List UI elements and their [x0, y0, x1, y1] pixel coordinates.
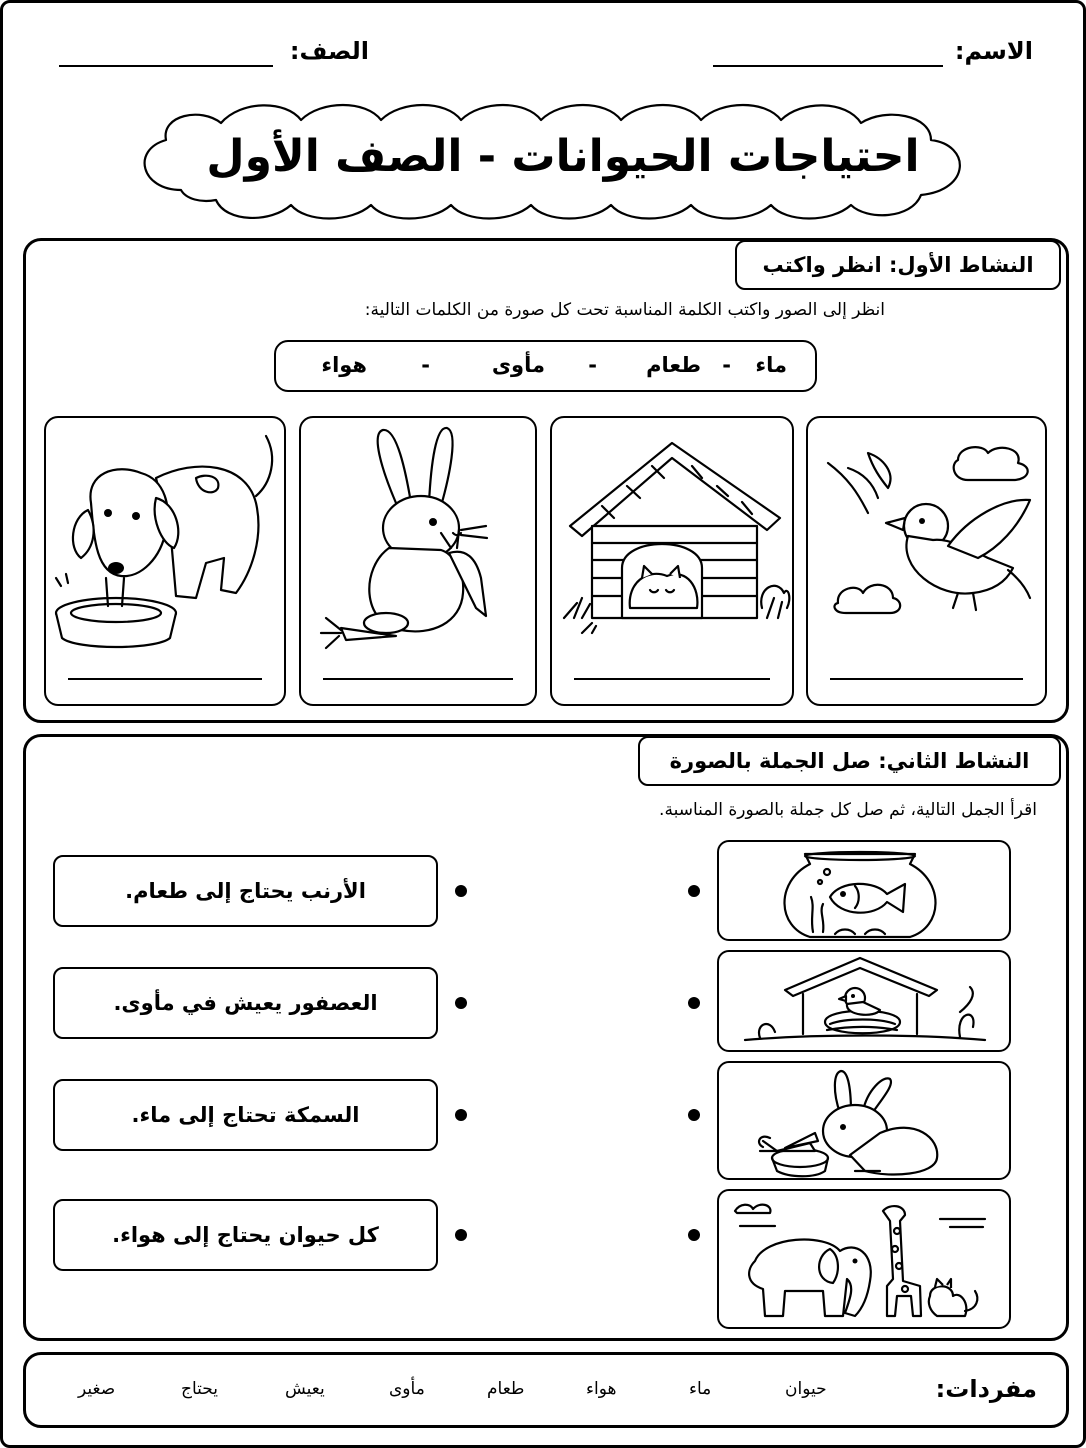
picture-card-bird	[806, 416, 1047, 706]
picture-connect-dot[interactable]	[688, 997, 700, 1009]
cat-in-doghouse-icon	[552, 418, 796, 708]
vocabulary-word: ماء	[689, 1379, 712, 1399]
activity1-instruction: انظر إلى الصور واكتب الكلمة المناسبة تحت كل صورة من الكلمات التالية:	[364, 300, 885, 320]
vocabulary-word: طعام	[487, 1379, 525, 1399]
vocabulary-word: صغير	[78, 1379, 116, 1399]
sentence-box: الأرنب يحتاج إلى طعام.	[53, 855, 438, 927]
vocabulary-word: يعيش	[285, 1379, 325, 1399]
answer-line[interactable]	[574, 678, 770, 680]
vocabulary-section	[23, 1352, 1069, 1428]
bird-flying-icon	[808, 418, 1049, 708]
picture-card-dog	[44, 416, 286, 706]
word-bank-item: هواء	[321, 353, 367, 377]
fish-bowl-icon	[715, 842, 1009, 943]
word-bank-item: طعام	[646, 353, 701, 377]
activity2-instruction: اقرأ الجمل التالية، ثم صل كل جملة بالصورة المناسبة.	[659, 800, 1037, 820]
name-field-line[interactable]	[713, 65, 943, 67]
animals-group-icon	[715, 1191, 1009, 1331]
vocabulary-word: هواء	[586, 1379, 617, 1399]
rabbit-with-carrots-icon	[715, 1063, 1009, 1182]
dog-drinking-water-icon	[46, 418, 288, 708]
vocabulary-word: حيوان	[785, 1379, 827, 1399]
class-field-line[interactable]	[59, 65, 273, 67]
match-picture-fish	[717, 840, 1011, 941]
picture-card-rabbit	[299, 416, 537, 706]
word-bank	[274, 340, 817, 392]
picture-card-doghouse	[550, 416, 794, 706]
word-bank-item: ماء	[755, 353, 787, 377]
word-bank-separator: -	[421, 353, 430, 377]
sentence-box: كل حيوان يحتاج إلى هواء.	[53, 1199, 438, 1271]
answer-line[interactable]	[830, 678, 1023, 680]
sentence-connect-dot[interactable]	[455, 1229, 467, 1241]
answer-line[interactable]	[68, 678, 262, 680]
match-picture-rabbit	[717, 1061, 1011, 1180]
rabbit-eating-carrot-icon	[301, 418, 539, 708]
match-picture-nest	[717, 950, 1011, 1052]
sentence-box: السمكة تحتاج إلى ماء.	[53, 1079, 438, 1151]
picture-connect-dot[interactable]	[688, 1109, 700, 1121]
vocabulary-word: يحتاج	[181, 1379, 218, 1399]
word-bank-item: مأوى	[491, 353, 545, 377]
sentence-connect-dot[interactable]	[455, 1109, 467, 1121]
sentence-box: العصفور يعيش في مأوى.	[53, 967, 438, 1039]
picture-connect-dot[interactable]	[688, 1229, 700, 1241]
word-bank-separator: -	[722, 353, 731, 377]
activity2-heading: النشاط الثاني: صل الجملة بالصورة	[638, 736, 1061, 786]
bird-nest-house-icon	[715, 952, 1009, 1054]
picture-connect-dot[interactable]	[688, 885, 700, 897]
class-label: الصف:	[289, 37, 369, 65]
worksheet-title: احتياجات الحيوانات - الصف الأول	[206, 131, 920, 182]
activity1-heading: النشاط الأول: انظر واكتب	[735, 240, 1061, 290]
name-label: الاسم:	[954, 37, 1033, 65]
sentence-connect-dot[interactable]	[455, 997, 467, 1009]
answer-line[interactable]	[323, 678, 513, 680]
sentence-connect-dot[interactable]	[455, 885, 467, 897]
vocabulary-label: مفردات:	[935, 1375, 1037, 1403]
vocabulary-word: مأوى	[389, 1379, 425, 1399]
match-picture-animals	[717, 1189, 1011, 1329]
word-bank-separator: -	[588, 353, 597, 377]
